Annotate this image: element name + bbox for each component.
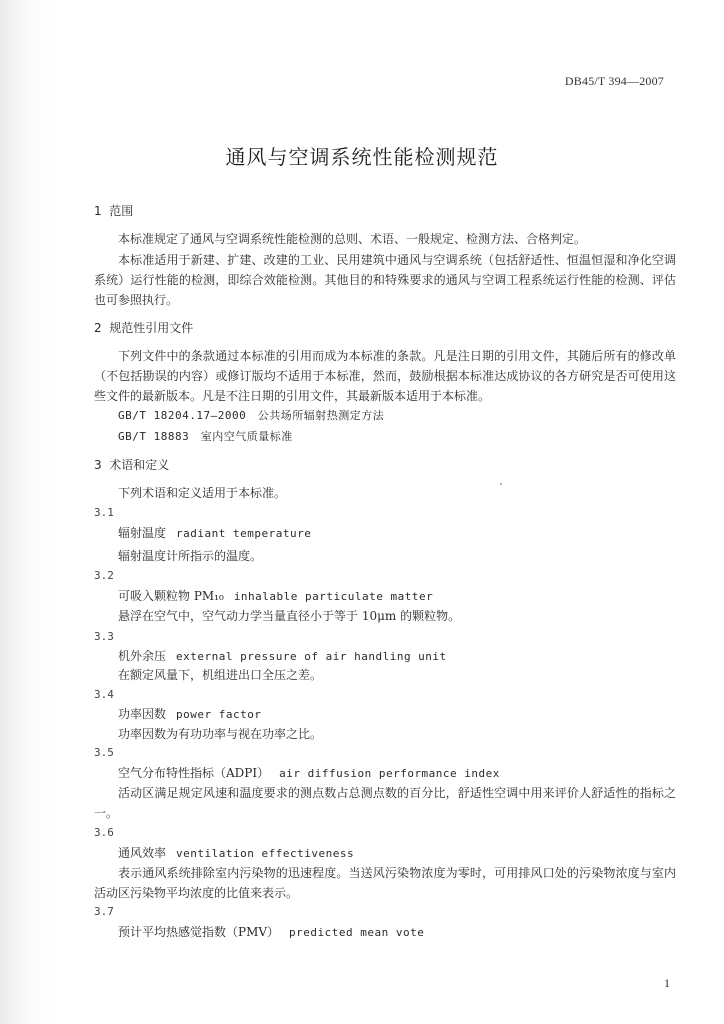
- term-definition: 在额定风量下，机组进出口全压之差。: [118, 668, 323, 682]
- term-number: 3.3: [94, 630, 114, 643]
- section-heading-2: 2 规范性引用文件: [94, 321, 194, 335]
- scan-speck: [500, 483, 502, 485]
- term-definition: 活动区满足规定风速和温度要求的测点数占总测点数的百分比，舒适性空调中用来评价人舒适性的指标之一。: [94, 786, 676, 820]
- section-1-paragraph-2: 本标准适用于新建、扩建、改建的工业、民用建筑中通风与空调系统（包括舒适性、恒温恒湿和净化空调系统）运行性能的检测，即综合效能检测。其他目的和特殊要求的通风与空调工程系统运行性能的检测、评估也可参照执行。: [94, 253, 676, 307]
- reference-item: GB/T 18883 室内空气质量标准: [118, 430, 293, 443]
- term-title: 可吸入颗粒物 PM₁₀ inhalable particulate matter: [118, 589, 434, 603]
- document-title: 通风与空调系统性能检测规范: [225, 145, 499, 169]
- term-title: 预计平均热感觉指数（PMV） predicted mean vote: [118, 925, 425, 939]
- term-definition: 辐射温度计所指示的温度。: [118, 549, 263, 563]
- term-title: 辐射温度 radiant temperature: [118, 526, 312, 540]
- term-definition: 悬浮在空气中，空气动力学当量直径小于等于 10μm 的颗粒物。: [118, 609, 461, 623]
- term-definition: 功率因数为有功功率与视在功率之比。: [118, 727, 323, 741]
- term-number: 3.7: [94, 905, 114, 918]
- section-2-paragraph-1: 下列文件中的条款通过本标准的引用而成为本标准的条款。凡是注日期的引用文件，其随后所有的修改单（不包括勘误的内容）或修订版均不适用于本标准，然而，鼓励根据本标准达成协议的各方研究是否可使用这些文件的最新版本。凡是不注日期的引用文件，其最新版本适用于本标准。: [94, 349, 676, 403]
- document-code: DB45/T 394—2007: [564, 74, 664, 88]
- term-number: 3.1: [94, 506, 114, 519]
- term-title: 通风效率 ventilation effectiveness: [118, 846, 355, 860]
- section-heading-1: 1 范围: [94, 204, 134, 218]
- term-number: 3.5: [94, 746, 114, 759]
- section-heading-3: 3 术语和定义: [94, 458, 170, 472]
- term-title: 机外余压 external pressure of air handling unit: [118, 649, 447, 663]
- term-title: 空气分布特性指标（ADPI） air diffusion performance index: [118, 766, 500, 780]
- page-number: 1: [664, 976, 670, 990]
- term-definition: 表示通风系统排除室内污染物的迅速程度。当送风污染物浓度为零时，可用排风口处的污染物浓度与室内活动区污染物平均浓度的比值来表示。: [94, 866, 676, 900]
- section-3-intro: 下列术语和定义适用于本标准。: [118, 486, 287, 500]
- term-number: 3.4: [94, 688, 114, 701]
- term-number: 3.2: [94, 569, 114, 582]
- term-title: 功率因数 power factor: [118, 707, 262, 721]
- term-number: 3.6: [94, 826, 114, 839]
- reference-item: GB/T 18204.17—2000 公共场所辐射热测定方法: [118, 409, 385, 422]
- section-1-paragraph-1: 本标准规定了通风与空调系统性能检测的总则、术语、一般规定、检测方法、合格判定。: [118, 232, 587, 246]
